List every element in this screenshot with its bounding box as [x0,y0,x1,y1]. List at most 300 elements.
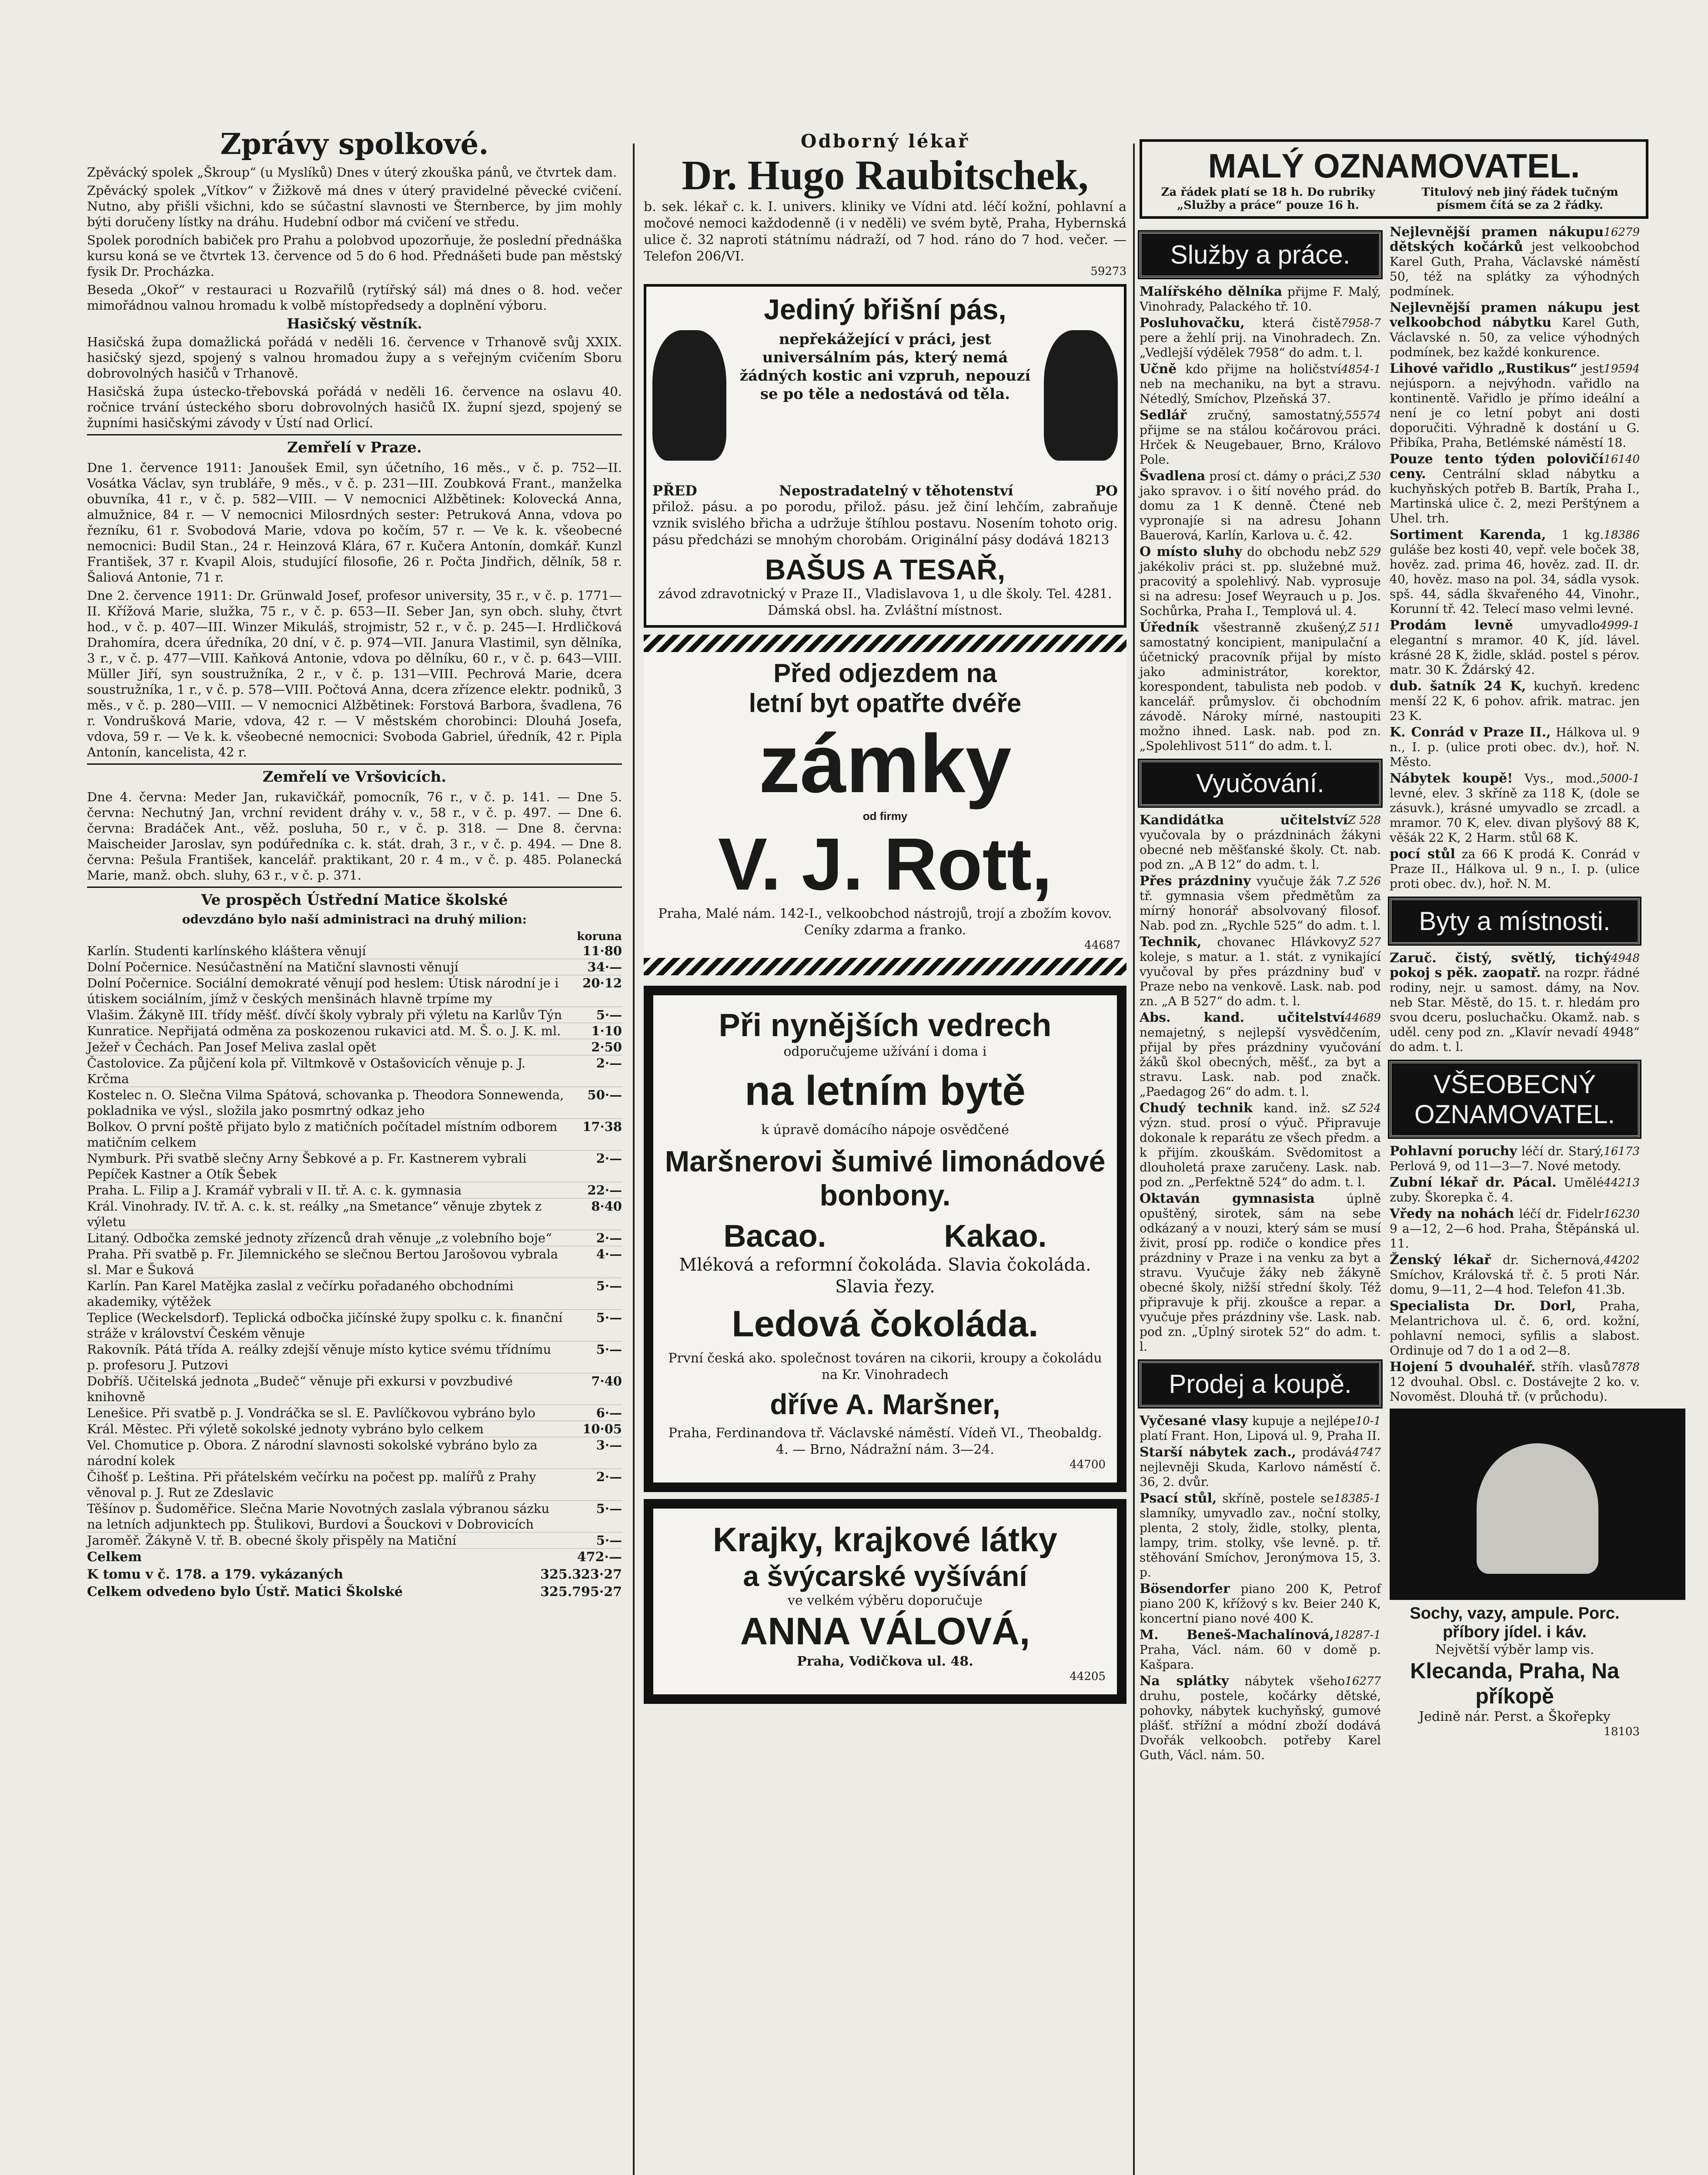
donation-text: Nymburk. Při svatbě slečny Arny Šebkové a p. Fr. Kastnerem vybrali Pepíček Kastner a Otík Šebek [87,1151,527,1181]
classified-section-label: Prodej a koupě. [1140,1361,1381,1407]
marsner-advert [644,986,1126,1492]
donation-amount: 17·38 [582,1119,622,1134]
carry-value: 325.323·27 [540,1567,622,1582]
rott-code: 44687 [1084,939,1120,952]
ad-headline: Specialista Dr. Dorl, [1390,1298,1576,1314]
ad-code: 44213 [1604,1176,1640,1189]
ad-headline: Nejlevnější pramen nákupu jest velkoobchod nábytku [1390,300,1640,330]
died-prague-paragraph: Dne 1. července 1911: Janoušek Emil, syn účetního, 16 měs., v č. p. 752—II. Vosátka Václav, syn trubláře, 9 měs., v č. p. 231—III. Zoubková Frant., manželka obuvníka, 41 r., v č. p. 582—VIII. — V nemocnici Alžbětinek: Kolovecká Anna, almužnice, 84 r. — V nemocnici Milosrdných sester: Petruková Anna, vdova po řezníku, 61 r. Svobodová Marie, vdova po kočím, 57 r. — Ve k. k. všeobecné nemocnici: Budil Stan., 24 r. Heinzová Klára, 67 r. Kučera Antonín, domkář. Kunzl František, 37 r. Kvapil Alois, studující filosofie, 26 r. Počta Jindřich, dělník, 58 r. Šaliová Antonie, 71 r. [87,460,622,585]
donation-list [87,943,622,1549]
divider [87,434,622,435]
ad-headline: Posluhovačku, [1140,315,1245,331]
donation-row [87,1310,622,1342]
ad-text: kdo přijme na holičství neb na mechaniku, na byt a stravu. Nétedlý, Smíchov, Plzeňská 37. [1140,362,1381,406]
donation-row [87,959,622,975]
belt-address: závod zdravotnický v Praze II., Vladislavova 1, u dle školy. Tel. 4281. Dámská obsl. ha. Zvláštní místnost. [658,586,1112,618]
marsner-line7: Ledová čokoláda. [732,1303,1039,1344]
matice-subheading: odevzdáno bylo naší administraci na druhý milion: [182,912,527,927]
died-prague-list [87,460,622,760]
ad-text: léčí dr. Fidelr 9 a—12, 2—6 hod. Praha, Štěpánská ul. 11. [1390,1207,1640,1251]
classified-ad [1390,1207,1640,1251]
ad-headline: Pouze tento týden polovičí ceny. [1390,452,1604,482]
valova-line2: a švýcarské vyšívání [743,1560,1027,1592]
donation-text: Jaroměř. Žákyně V. tř. B. obecné školy přispěly na Matiční [87,1533,457,1548]
classified-ad [1140,935,1381,1009]
ad-text: vyučovala by o prázdninách žákyni obecné neb měšťanské školy. Ct. nab. pod zn. „A B 12“ do adm. t. l. [1140,828,1381,872]
ad-text: jest nejúsporn. a nejvýhodn. vařidlo na kontinentě. Vařidlo je přímo ideální a není je co letní pobyt ani dosti doporučiti. Výhradně k dostání u G. Přibíka, Praha, Betlémské náměstí 18. [1390,361,1640,450]
classified-ad [1390,1253,1640,1297]
donation-text: Dolní Počernice. Sociální demokraté věnují pod heslem: Útisk národní je i útiskem sociálním, jímž v českých menšinách hlavně trpíme my [87,976,559,1006]
classified-section-label: Služby a práce. [1140,232,1381,278]
donation-text: Král. Městec. Při výletě sokolské jednoty vybráno bylo celkem [87,1422,484,1436]
valova-code: 44205 [1070,1670,1106,1683]
belt-image-after [1044,330,1118,461]
donation-text: Litaný. Odbočka zemské jednoty zřízenců drah věnuje „z volebního boje“ [87,1231,552,1245]
total-value: 472·— [577,1549,622,1565]
classified-ad [1140,1101,1381,1190]
ad-headline: Kandidátka učitelství [1140,813,1348,828]
donation-row [87,1119,622,1151]
ad-headline: Na splátky [1140,1673,1229,1689]
ad-code: 7958-7 [1341,317,1381,330]
ad-text: Centrální sklad nábytku a kuchyňských potřeb B. Bartík, Praha I., Martinská ulice č. 2, mezi Perštýnem a Uhel. trh. [1390,467,1640,525]
donation-text: Karlín. Studenti karlínského kláštera věnují [87,944,366,958]
ad-text: prodává nejlevněji Skuda, Karlovo náměstí č. 36, 2. dvůr. [1140,1445,1381,1489]
rott-line2: letní byt opatřte dvéře [749,689,1022,718]
classified-ad [1140,545,1381,619]
donation-row [87,1151,622,1182]
ad-code: 16230 [1604,1208,1640,1221]
classified-ad [1140,1628,1381,1672]
donation-amount: 5·— [596,1310,622,1325]
classifieds-section [1140,139,1648,1764]
valova-advert [644,1499,1126,1704]
donation-amount: 22·— [587,1183,622,1198]
donation-row [87,975,622,1007]
donation-amount: 5·— [596,1278,622,1293]
ad-headline: Nejlevnější pramen nákupu dětských kočárků [1390,224,1604,254]
grand-total-value: 325.795·27 [540,1584,622,1599]
donation-row [87,1087,622,1119]
donation-row [87,1501,622,1533]
donation-amount: 8·40 [591,1199,622,1214]
classified-ad [1390,771,1640,845]
belt-text: nepřekážející v práci, jest universálním pás, který nemá žádných kostic ani vzpruh, nepouzí se po těle a nedostává od těla. [739,331,1031,403]
rott-big-word: zámky [759,718,1012,810]
statue-address: Jedině nár. Perst. a Škořepky [1419,1709,1611,1724]
total-row [87,1549,622,1566]
donation-text: Bolkov. O první poště přijato bylo z matičních počítadel místním odborem matičním celkem [87,1119,558,1150]
classifieds-title: MALÝ OZNAMOVATEL. [1208,147,1580,185]
marsner-line3: na letním bytě [745,1067,1026,1114]
statue-sub: Největší výběr lamp vis. [1435,1642,1594,1657]
ad-text: která čistě pere a žehlí prij. na Vinohradech. Zn. „Vedlejší výdělek 7958“ do adm. t. l. [1140,316,1381,360]
grand-total-row [87,1583,622,1601]
ad-code: 16279 [1604,226,1640,239]
classified-ad [1140,284,1381,314]
died-vrsovice-heading: Zemřelí ve Vršovicích. [262,768,447,786]
ad-text: kand. inž. s význ. stud. prosí o výuč. Připravuje dokonale k reparátu ze všech předm. a k přijím. zkouškám. Svědomitost a dlouholetá praxe zaručeny. Lask. nab. pod zn. „Perfektně 524“ do adm. t. l. [1140,1101,1381,1189]
classified-section-label: Byty a místnosti. [1390,898,1640,944]
ad-text: dr. Sichernová, Smíchov, Královská tř. č. 5 proti Nár. domu, 9—11, 2—4 hod. Telefon 41.3b. [1390,1253,1640,1297]
ad-headline: Švadlena [1140,468,1206,484]
donation-text: Ježeř v Čechách. Pan Josef Meliva zaslal opět [87,1040,376,1054]
donation-amount: 2·50 [591,1040,622,1054]
belt-labels [652,482,1118,499]
classified-ad [1390,1175,1640,1205]
belt-title: Jediný břišní pás, [764,293,1006,325]
ad-text: Hálkova ul. 9 n., I. p. (ulice proti obec. dv.), hoř. N. Město. [1390,725,1640,769]
classified-ad [1140,1414,1381,1443]
ad-code: Z 524 [1348,1102,1381,1115]
ad-headline: Učně [1140,361,1177,377]
marsner-line8: První česká ako. společnost továren na cikorii, kroupy a čokoládu na Kr. Vinohradech [668,1351,1102,1382]
ad-headline: Hojení 5 dvouhaléř. [1390,1359,1536,1375]
column-divider [633,144,635,2175]
marsner-line6: Mléková a reformní čokoláda. Slavia čokoláda. Slavia řezy. [679,1255,1091,1297]
donation-amount: 50·— [587,1088,622,1102]
ad-text: kupuje a nejlépe platí Frant. Hon, Lipová ul. 9, Praha II. [1140,1414,1381,1443]
donation-text: Dolní Počernice. Nesúčastnění na Matiční slavnosti věnují [87,960,458,974]
middle-column [644,130,1126,1711]
classified-ad [1140,1674,1381,1763]
donation-row [87,1405,622,1421]
marsner-line10: Praha, Ferdinandova tř. Václavské náměstí. Vídeň VI., Theobaldg. 4. — Brno, Nádražní nám. 3—24. [668,1425,1102,1457]
ad-text: piano 200 K, Petrof piano 200 K, křížový s kv. Beier 240 K, koncertní piano nové 400 K. [1140,1582,1381,1626]
ad-headline: Úředník [1140,620,1199,635]
rott-address: Praha, Malé nám. 142-I., velkoobchod nástrojů, trojí a zbožím kovov. Ceníky zdarma a franko. [658,906,1112,938]
marsner-line9: dříve A. Maršner, [770,1388,1000,1420]
ad-code: Z 526 [1348,875,1381,888]
classified-ad [1140,1491,1381,1580]
classified-ad [1390,1144,1640,1174]
valova-name: ANNA VÁLOVÁ, [740,1610,1030,1653]
ad-text: jest velkoobchod Karel Guth, Praha, Václavské náměstí 50, též na splátky za výhodných podmínek. [1390,240,1640,298]
belt-sub: Nepostradatelný v těhotenství [779,482,1013,499]
doctor-text: b. sek. lékař c. k. I. univers. kliniky ve Vídni atd. léčí kožní, pohlavní a močové nemoci každodenně (i v neděli) ve svém bytě, Praha, Hybernská ulice č. 32 naproti státnímu nádraží, od 7 hod. ráno do 7 hod. večer. — Telefon 206/VI. [644,199,1126,264]
rott-name: V. J. Rott, [718,823,1053,906]
donation-text: Kostelec n. O. Slečna Vilma Spátová, schovanka p. Theodora Sonnewenda, pokladnika ve výsl., složila jako posmrtný odkaz jeho [87,1088,564,1118]
ad-text: úplně opuštěný, sirotek, sám na sebe odkázaný a v nouzi, který sám se musí živit, prosí pp. rodiče o kondice přes prázdniny v Praze i na venku za byt a stravu. Vyučuje žáky neb žákyně obecné školy, nižší střední školy. Též připravuje k přij. zkoušce a repar. a vyučuje přes prázdniny vše. Lask. nab. pod zn. „Úplný sirotek 52“ do adm. t. l. [1140,1191,1381,1354]
classified-ad [1390,225,1640,299]
classifieds-header [1140,139,1648,219]
ad-code: 4999-1 [1600,619,1640,632]
matice-heading: Ve prospěch Ústřední Matice školské [201,891,508,909]
donation-row [87,1055,622,1087]
classified-ad [1390,951,1640,1054]
carry-label: K tomu v č. 178. a 179. vykázaných [87,1567,344,1582]
ad-headline: Lihové vařidlo „Rustikus“ [1390,361,1578,376]
statue-caption: Sochy, vazy, ampule. Porc. příbory jídel. i káv. [1410,1604,1620,1641]
ad-code: Z 511 [1348,621,1381,634]
classifieds-columns [1140,225,1648,1764]
donation-amount: 2·— [596,1151,622,1166]
ad-headline: Oktaván gymnasista [1140,1191,1315,1206]
marsner-code: 44700 [1070,1458,1106,1471]
doctor-code: 59273 [1090,265,1126,278]
ad-code: 4747 [1352,1446,1381,1459]
divider [87,763,622,765]
club-news-paragraph: Zpěvácký spolek „Škroup“ (u Myslíků) Dnes v úterý zkouška pánů, ve čtvrtek dam. [87,165,617,180]
donation-amount: 1·10 [591,1024,622,1038]
ad-code: 4854-1 [1341,363,1381,376]
ad-text: Vys., mod., levné, elev. 3 skříně za 118 K, (dole se zásuvk.), krásné umyvadlo se zrcadl. a mramor. 70 K, elev. divan plyšový 88 K, věšák 22 K, 2 Harm. stůl 68 K. [1390,771,1640,845]
donation-row [87,1007,622,1023]
rott-line1: Před odjezdem na [773,659,997,688]
donation-amount: 34·— [587,960,622,974]
classifieds-col-2-top [1390,225,1640,891]
ad-code: 7878 [1611,1361,1640,1374]
donation-amount: 6·— [596,1405,622,1420]
belt-firm: BAŠUS A TESAŘ, [765,553,1006,586]
died-prague-paragraph: Dne 2. července 1911: Dr. Grünwald Josef, profesor university, 35 r., v č. p. 1771—II. Křížová Marie, služka, 75 r., v č. p. 653—II. Seber Jan, syn obch. sluhy, čtvrt hod., v č. p. 407—III. Winzer Mikuláš, strojmistr, 52 r., v č. p. 245—I. Hrdličková Drahomíra, dcera úředníka, 20 dní, v č. p. 974—VII. Janura Vlastimil, syn dělníka, 3 r., v č. p. 477—VIII. Kaňková Antonie, vdova po dělníku, 60 r., v č. p. 643—VIII. Müller Jiří, syn soustružníka, 2 r., v č. p. 131—VIII. Pechrová Marie, dcera soustružníka, 1 r., v č. p. 578—VIII. Počtová Anna, dcera zřízence elektr. podniků, 3 měs., v č. p. 280—VIII. — V nemocnici Alžbětinek: Forstová Barbora, švadlena, 76 r. Vondrušková Marie, vdova, 42 r. — V městském chorobinci: Dlouhá Josefa, vdova, 59 r. — Ve k. k. všeobecné nemocnici: Svoboda Gabriel, úředník, 42 r. Pipla Antonín, kancelista, 42 r. [87,588,622,760]
classified-ad [1140,1445,1381,1489]
ad-code: 19594 [1604,362,1640,375]
marsner-cacao: Bacao. [723,1219,826,1254]
classifieds-col-2-sections [1390,898,1640,1404]
ad-code: 16173 [1604,1145,1640,1158]
donation-amount: 4·— [596,1247,622,1262]
ad-headline: Zaruč. čistý, světlý, tichý pokoj s pěk. zaopatř. [1390,950,1611,980]
donation-amount: 10·05 [582,1422,622,1436]
ad-text: kuchyň. kredenc menší 22 K, 6 pohov. afrik. matrac. jen 23 K. [1390,679,1640,723]
donation-text: Rakovník. Pátá třída A. reálky zdejší věnuje místo kytice svému třídnímu p. profesoru J. Putzovi [87,1342,552,1372]
classified-section-label: VŠEOBECNÝ OZNAMOVATEL. [1390,1061,1640,1137]
ad-text: nábytek všeho druhu, postele, kočárky dětské, pohovky, nábytek kuchyňský, gumové plášť. střížní a módní zboží dodává Dvořák velkoobch. potřeby Karel Guth, Václ. nám. 50. [1140,1674,1381,1762]
ad-code: 10-1 [1355,1415,1381,1428]
marsner-line4: k úpravě domácího nápoje osvědčené [761,1122,1009,1138]
donation-amount: 7·40 [591,1374,622,1389]
classifieds-pricing [1146,186,1641,212]
statue-firm: Klecanda, Praha, Na příkopě [1410,1659,1619,1708]
price-right: Titulový neb jiný řádek tučným písmem čítá se za 2 řádky. [1421,186,1618,212]
donation-row [87,1342,622,1373]
classified-ad [1140,316,1381,360]
classifieds-col-1 [1140,225,1381,1764]
classified-ad [1140,1011,1381,1099]
belt-after-label: PO [1095,482,1118,499]
donation-row [87,1278,622,1310]
donation-row [87,1373,622,1405]
donation-text: Těšínov p. Šudoměřice. Slečna Marie Novotných zaslala výbranou sázku na letních adjunktech pp. Štulikovi, Burdovi a Šouckovi v Dobrovicích [87,1501,550,1532]
ad-text: všestranně zkušený, samostatný koncipient, manipulační a účetnický pracovník přijal by místo jako administrátor, korektor, korespondent, tabulista neb podob. v kancelář. průmyslov. či obchodním závodě. Nároky mírné, nastoupiti možno ihned. Lask. nab. pod zn. „Spolehlivost 511“ do adm. t. l. [1140,620,1381,753]
died-vrsovice-text: Dne 4. června: Meder Jan, rukavičkář, pomocník, 76 r., v č. p. 141. — Dne 5. června: Nechutný Jan, vrchní revident dráhy v. v., 58 r., v č. p. 497. — Dne 6. června: Bradáček Ant., věž. posluha, 50 r., v č. p. 318. — Dne 8. června: Maischeider Jaroslav, syn podúředníka c. k. stát. drah, 3 r., v č. p. 494. — Dne 8. června: Pešula František, kancelář. praktikant, 20 r. 4 m., v č. p. 485. Polanecká Marie, manž. obch. sluhy, 63 r., v č. p. 371. [87,790,622,883]
donation-amount: 5·— [596,1342,622,1357]
donation-amount: 3·— [596,1438,622,1452]
ad-text: chovanec Hlávkovy koleje, s matur. a 1. stát. z vynikající vyučoval by přes prázdniny buď v Praze nebo na venkově. Lask. nab. pod zn. „A B 527“ do adm. t. l. [1140,935,1381,1008]
ad-text: umyvadlo elegantní s mramor. 40 K, jíd. lável. krásné 28 K, židle, sklád. postel s pérov. matr. 30 K. Ždárský 42. [1390,618,1640,677]
donation-amount: 20·12 [582,976,622,990]
ad-text: skříně, postele se slamníky, umyvadlo zav., noční stolky, plenta, 2 stoly, židle, stolky, plenta, lampy, trim. stolky, vše levně. p. tř. stěhování Smíchov, Jeronýmova 15, 3. p. [1140,1491,1381,1579]
valova-line3: ve velkém výběru doporučuje [788,1593,983,1608]
classified-section-label: Vyučování. [1140,760,1381,806]
ad-code: 18287-1 [1334,1629,1381,1642]
zigzag-border [644,635,1126,652]
ad-headline: Vředy na nohách [1390,1206,1514,1221]
classified-ad [1140,813,1381,872]
ad-text: Umělé zuby. Škorepka č. 4. [1390,1175,1604,1205]
ad-code: 5000-1 [1600,772,1640,785]
doctor-name: Dr. Hugo Raubitschek, [682,152,1089,198]
ad-code: 4948 [1611,952,1640,965]
ad-headline: Prodám levně [1390,618,1513,633]
currency-label: koruna [577,930,622,943]
total-label: Celkem [87,1549,142,1565]
belt-illustration [652,330,1118,478]
carry-row [87,1566,622,1583]
classified-ad [1390,847,1640,891]
marsner-line2: odporučujeme užívání i doma i [783,1044,987,1059]
donation-text: Vel. Chomutice p. Obora. Z národní slavnosti sokolské vybráno bylo za národní kolek [87,1438,538,1468]
ad-code: 18386 [1604,529,1640,542]
donation-amount: 5·— [596,1501,622,1516]
ad-code: Z 528 [1348,814,1381,827]
marsner-cacao-row [665,1218,1106,1254]
price-left: Za řádek platí se 18 h. Do rubriky „Služby a práce“ pouze 16 h. [1161,186,1375,212]
classified-ad [1390,1360,1640,1404]
valova-address: Praha, Vodičkova ul. 48. [797,1654,973,1669]
marsner-line1: Při nynějších vedrech [719,1007,1052,1043]
belt-body: přilož. pásu. a po porodu, přilož. pásu. jež činí lehčím, zabraňuje vznik svislého břicha a udržuje štíhlou postavu. Nosením tohoto orig. pásu předcházi se mnohým chorobám. Originální pásy dodává 18213 [652,499,1118,548]
statue-illustration [1390,1409,1685,1600]
ad-text: Praha, Melantrichova ul. č. 6, ord. kožní, pohlavní nemoci, syfilis a slabost. Ordinuje od 7 do 1 a od 2—8. [1390,1299,1640,1358]
ad-code: Z 527 [1348,936,1381,949]
belt-image-before [652,330,726,461]
club-news-paragraph: Hasičská župa ústecko-třebovská pořádá v neděli 16. července na oslavu 40. ročnice trvání ústeckého sboru dobrovolných hasičů IX. župní sjezd, spojený se župními hasičskými závody v Ústí nad Orlicí. [87,384,622,430]
ad-text: Praha, Václ. nám. 60 v domě p. Kašpara. [1140,1643,1381,1672]
ad-code: 16277 [1345,1675,1381,1688]
club-news-paragraph: Spolek porodních babiček pro Prahu a polobvod upozorňuje, že poslední přednáška kursu koná se ve čtvrtek 13. července od 5 do 6 hod. Přednášeti bude pan městský fysik Dr. Procházka. [87,233,622,279]
club-news-paragraph: Zpěvácký spolek „Vítkov“ v Žižkově má dnes v úterý pravidelné pěvecké cvičení. Nutno, aby přišli všichni, kdo se súčastní slavnosti ve Šternberce, by jim mohly býti doručeny lístky na dráhu. Hudební odbor má cvičení ve středu. [87,183,622,229]
ad-headline: Vyčesané vlasy [1140,1413,1248,1429]
belt-before-label: PŘED [652,482,697,499]
ad-text: na rozpr. řádné rodiny, nejr. u samost. dámy, na Nov. neb Star. Městě, do 15. t. r. hledám pro svou dceru, posluchačku. Okamž. nab. s uděl. ceny pod zn. „Klavír nevadí 4948“ do adm. t. l. [1390,966,1640,1054]
ad-headline: Starší nábytek zach., [1140,1445,1297,1460]
donation-row [87,1246,622,1278]
donation-row [87,1421,622,1437]
classified-ad [1140,469,1381,543]
donation-amount: 2·— [596,1469,622,1484]
classified-ad [1390,725,1640,770]
classified-ad [1140,1582,1381,1626]
ad-text: vyučuje žák 7. tř. gymnasia všem předmětům za mírný honorář absolvovaný filosof. Nab. pod zn. „Rychle 525“ do adm. t. l. [1140,874,1381,933]
classified-ad [1390,361,1640,450]
classified-ad [1390,528,1640,616]
ad-headline: Bösendorfer [1140,1581,1230,1596]
ad-headline: dub. šatník 24 K, [1390,679,1526,694]
donation-row [87,1198,622,1230]
ad-text: nemajetný, s nejlepší vysvědčením, přijal by přes prázdniny vyučování žáků škol obecných, měšť., za byt a stravu. Lask. nab. pod značk. „Paedagog 26“ do adm. t. l. [1140,1025,1381,1099]
ad-headline: Nábytek koupě! [1390,771,1513,786]
classified-ad [1390,618,1640,677]
classified-ad [1140,408,1381,467]
ad-code: 18385-1 [1334,1492,1381,1505]
donation-amount: 5·— [596,1533,622,1548]
ad-headline: Ženský lékař [1390,1252,1491,1268]
ad-headline: O místo sluhy [1140,544,1242,559]
ad-text: prosí ct. dámy o práci, jako spravov. i o šití nového prád. do domu za 1 K denně. Čtené neb vypronajíe si na adresu Johann Bauerová, Karlín, Karlova u. č. 42. [1140,469,1381,542]
donation-row [87,1230,622,1246]
donation-text: Teplice (Weckelsdorf). Teplická odbočka jičínské župy spolku c. k. finanční stráže v království Českém věnuje [87,1310,563,1341]
died-prague-heading: Zemřelí v Praze. [287,439,422,456]
donation-text: Dobříš. Učitelská jednota „Budeč“ věnuje při exkursi v povzbudivé knihovně [87,1374,513,1404]
ad-text: za 66 K prodá K. Conrád v Praze II., Hálkova ul. 9 n., I. p. (ulice proti obec. dv.), hoř. N. M. [1390,847,1640,891]
club-news-paragraph: Hasičský věstník. [287,315,422,332]
club-news-paragraph: Beseda „Okoř“ v restauraci u Rozvařilů (rytířský sál) má dnes o 8. hod. večer mimořádnou valnou hromadu k volbě místopředsedy a doplnění výboru. [87,282,622,313]
ad-text: stříh. vlasů 12 dvouhal. Obsl. c. Dostávejte 2 ko. v. Novoměst. Dlouhá tř. (v průchodu). [1390,1360,1640,1404]
donation-row [87,1023,622,1039]
ad-code: Z 530 [1348,470,1381,483]
donation-text: Praha. L. Filip a J. Kramář vybrali v II. tř. A. c. k. gymnasia [87,1183,462,1198]
donation-amount: 2·— [596,1056,622,1071]
ad-text: do obchodu neb jakékoliv práci st. pp. služebné muž. pracovitý a spolehlivý. Nab. vyprosuje si na adresu: Josef Weyrauch u p. Jos. Sochůrka, Praha I., Templová ul. 4. [1140,545,1381,618]
ad-code: 55574 [1345,409,1381,422]
ad-code: 44202 [1604,1254,1640,1267]
marsner-kakao: Kakao. [944,1219,1047,1254]
ad-headline: Sedlář [1140,408,1187,423]
ad-code: 44689 [1345,1011,1381,1024]
ad-headline: Zubní lékař dr. Pácal. [1390,1175,1557,1190]
donation-row [87,1039,622,1055]
divider [87,887,622,888]
classified-ad [1390,1299,1640,1358]
ad-headline: Abs. kand. učitelství [1140,1010,1345,1025]
ad-headline: pocí stůl [1390,847,1455,862]
donation-row [87,1437,622,1469]
classified-ad [1140,1191,1381,1354]
classifieds-col-2 [1390,225,1640,1764]
rott-advert [644,652,1126,958]
zigzag-border [644,958,1126,975]
donation-text: Častolovice. Za půjčení kola př. Viltmkově v Ostašovicích věnuje p. J. Krčma [87,1056,526,1086]
ad-code: 16140 [1604,453,1640,466]
section-heading-club-news: Zprávy spolkové. [220,127,489,161]
donation-text: Karlín. Pan Karel Matějka zaslal z večírku pořadaného obchodními akademiky, výtěžek [87,1278,514,1309]
ad-text: přijme F. Malý, Vinohrady, Palackého tř. 10. [1140,284,1381,314]
classified-ad [1390,679,1640,723]
donation-text: Praha. Při svatbě p. Fr. Jilemnického se slečnou Bertou Jarošovou vybrala sl. Mar e Šuková [87,1247,558,1277]
ad-text: Karel Guth, Václavské n. 50, za velice výhodných podmínek, bez každé konkurence. [1390,315,1640,359]
classified-ad [1140,362,1381,406]
ad-text: léčí dr. Starý, Perlová 9, od 11—3—7. Nové metody. [1390,1144,1621,1173]
donation-amount: 5·— [596,1007,622,1022]
belt-advert [644,284,1126,628]
donation-amount: 2·— [596,1231,622,1245]
statue-code: 18103 [1604,1725,1640,1738]
ad-headline: Psací stůl, [1140,1491,1217,1506]
donation-text: Lenešice. Při svatbě p. J. Vondráčka se sl. E. Pavlíčkovou vybráno bylo [87,1405,535,1420]
classified-ad [1390,301,1640,360]
ad-headline: Malířského dělníka [1140,284,1283,299]
donation-row [87,1469,622,1501]
rott-from: od firmy [862,810,908,823]
grand-total-label: Celkem odvedeno bylo Ústř. Matici Školské [87,1584,403,1599]
classified-ad [1140,874,1381,933]
ad-headline: M. Beneš-Machalínová, [1140,1627,1334,1643]
doctor-advert [644,130,1126,278]
donation-amount: 11·80 [582,944,622,958]
donation-text: Kunratice. Nepřijatá odměna za poskozenou rukavici atd. M. Š. o. J. K. ml. [87,1024,561,1038]
club-news-paragraphs [87,164,622,431]
valova-line1: Krajky, krajkové látky [712,1520,1058,1559]
donation-text: Král. Vinohrady. IV. tř. A. c. k. st. reálky „na Smetance“ věnuje zbytek z výletu [87,1199,542,1229]
ad-headline: Pohlavní poruchy [1390,1144,1517,1159]
ad-text: zručný, samostatný, přijme se na stálou kočárovou práci. Hrček & Neugebauer, Brno, Královo Pole. [1140,408,1381,467]
left-column [87,122,622,1601]
donation-row [87,1533,622,1549]
donation-text: Vlašim. Žákyně III. třídy měšť. dívčí školy vybraly při výletu na Karlův Týn [87,1007,562,1022]
ad-headline: Přes prázdniny [1140,873,1251,889]
